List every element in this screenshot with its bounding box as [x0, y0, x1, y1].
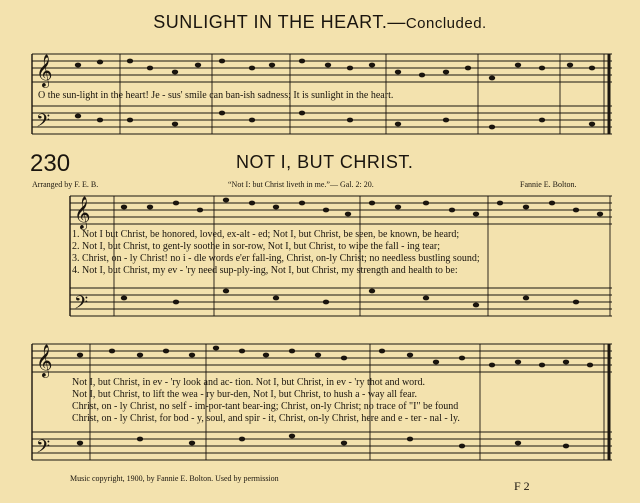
staff-lines-bass-3: [32, 432, 612, 460]
stanzas-bottom-block: [72, 377, 460, 425]
bass-clef-icon: 𝄢: [36, 111, 51, 136]
treble-clef-icon: 𝄞: [36, 54, 53, 87]
stanzas-top-block: [72, 229, 480, 277]
scripture-quote: “Not I: but Christ liveth in me.”— Gal. 2: 20.: [228, 180, 374, 189]
staff-lines-bass-1: [32, 106, 612, 134]
stanza-line: Not I, but Christ, to lift the wea - ry bur-den, Not I, but Christ, to hush a - way all fear.: [72, 389, 418, 400]
stanza-line: 4. Not I, but Christ, my ev - 'ry need sup-ply-ing, Not I, but Christ, my strength and health to be:: [72, 265, 458, 276]
title-main: SUNLIGHT IN THE HEART.: [153, 12, 388, 32]
stanza-line: 2. Not I, but Christ, to gent-ly soothe in sor-row, Not I, but Christ, to wipe the fall - ing tear;: [72, 241, 440, 252]
stanza-line: Christ, on - ly Christ, no self - im-por-tant bear-ing; Christ, on-ly Christ; no trace of "I" be found: [72, 401, 459, 412]
stanza-line: 3. Christ, on - ly Christ! no i - dle words e'er fall-ing, Christ, on-ly Christ; no needless bustling sound;: [72, 253, 480, 264]
hymn-number: 230: [30, 150, 71, 177]
treble-clef-icon: 𝄞: [74, 196, 91, 229]
staff-lines-treble-2: [70, 196, 612, 224]
stanza-line: Not I, but Christ, in ev - 'ry look and ac- tion. Not I, but Christ, in ev - 'ry thot and word.: [72, 377, 425, 388]
stanza-line: Christ, on - ly Christ, for bod - y, soul, and spir - it, Christ, on-ly Christ, here and e - ter - nal - ly.: [72, 413, 460, 424]
staff-lines-treble-3: [32, 344, 612, 372]
stanza-line: 1. Not I but Christ, be honored, loved, ex-alt - ed; Not I, but Christ, be seen, be known, be heard;: [72, 229, 460, 240]
treble-clef-icon: 𝄞: [36, 344, 53, 377]
title-dash: —: [387, 12, 406, 32]
hymn-title: NOT I, BUT CHRIST.: [236, 152, 414, 172]
title-sub: Concluded.: [405, 15, 487, 32]
composer-credit: Fannie E. Bolton.: [520, 180, 577, 189]
signature-mark: F 2: [514, 479, 530, 493]
staff-lines-treble-1: [32, 54, 612, 82]
bass-clef-icon: 𝄢: [36, 437, 51, 462]
staff-lines-bass-2: [70, 288, 612, 316]
arranger-credit: Arranged by F. E. B.: [32, 180, 99, 189]
copyright-notice: Music copyright, 1900, by Fannie E. Bolton. Used by permission: [70, 474, 279, 483]
bass-clef-icon: 𝄢: [74, 293, 89, 318]
lyric-first-hymn: O the sun-light in the heart! Je - sus' smile can ban-ish sadness; It is sunlight in the heart.: [38, 90, 394, 101]
